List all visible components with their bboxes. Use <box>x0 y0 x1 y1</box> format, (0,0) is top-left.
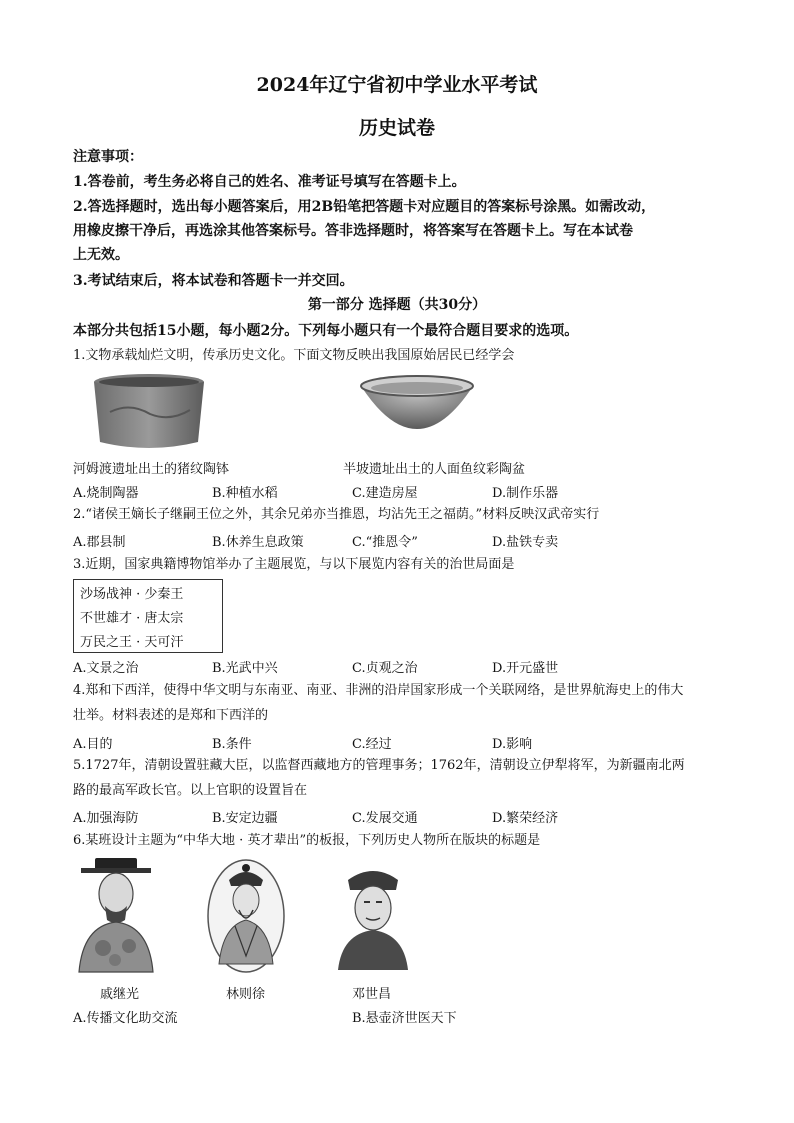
question-stem: 3.近期，国家典籍博物馆举办了主题展览，与以下展览内容有关的治世局面是 <box>73 557 515 572</box>
option-c: C.发展交通 <box>352 811 418 826</box>
exhibition-item: 万民之王 · 天可汗 <box>80 635 184 650</box>
artifact-caption: 河姆渡遗址出土的猪纹陶钵 <box>73 462 230 477</box>
question-stem: 壮举。材料表述的是郑和下西洋的 <box>73 708 269 723</box>
section-instruction: 本部分共包括15小题，每小题2分。下列每小题只有一个最符合题目要求的选项。 <box>73 323 579 339</box>
portrait-caption: 邓世昌 <box>352 987 392 1002</box>
option-a: A.目的 <box>73 737 113 752</box>
exhibition-box <box>73 579 223 653</box>
exhibition-item: 沙场战神 · 少秦王 <box>80 587 184 602</box>
option-d: D.制作乐器 <box>492 486 559 501</box>
painted-basin-image <box>355 372 479 452</box>
question-stem: 4.郑和下西洋，使得中华文明与东南亚、南亚、非洲的沿岸国家形成一个关联网络，是世界航海史上的伟大 <box>73 683 684 698</box>
option-b: B.条件 <box>212 737 252 752</box>
option-a: A.加强海防 <box>73 811 139 826</box>
portrait-caption: 戚继光 <box>100 987 140 1002</box>
option-b: B.种植水稻 <box>212 486 278 501</box>
option-b: B.光武中兴 <box>212 661 278 676</box>
option-b: B.安定边疆 <box>212 811 278 826</box>
option-b: B.休养生息政策 <box>212 535 304 550</box>
option-a: A.烧制陶器 <box>73 486 139 501</box>
pottery-bowl-image <box>90 372 208 452</box>
portrait-lin-zexu <box>205 856 287 974</box>
notice-item: 1.答卷前，考生务必将自己的姓名、准考证号填写在答题卡上。 <box>73 174 466 190</box>
option-c: C.“推恩令” <box>352 535 418 550</box>
question-stem: 1.文物承载灿烂文明，传承历史文化。下面文物反映出我国原始居民已经学会 <box>73 348 515 363</box>
option-c: C.建造房屋 <box>352 486 418 501</box>
notice-item: 3.考试结束后，将本试卷和答题卡一并交回。 <box>73 273 354 289</box>
question-stem: 6.某班设计主题为“中华大地 · 英才辈出”的板报，下列历史人物所在版块的标题是 <box>73 833 541 848</box>
option-a: A.郡县制 <box>73 535 126 550</box>
notice-item: 上无效。 <box>73 247 129 263</box>
option-d: D.开元盛世 <box>492 661 559 676</box>
option-a: A.文景之治 <box>73 661 139 676</box>
option-a: A.传播文化助交流 <box>73 1011 178 1026</box>
question-stem: 2.“诸侯王嫡长子继嗣王位之外，其余兄弟亦当推恩，均沾先王之福荫。”材料反映汉武帝实行 <box>73 507 600 522</box>
exam-subtitle: 历史试卷 <box>358 117 435 139</box>
notice-heading: 注意事项： <box>73 149 143 165</box>
question-stem: 5.1727年，清朝设置驻藏大臣，以监督西藏地方的管理事务；1762年，清朝设立伊犁将军，为新疆南北两 <box>73 758 685 773</box>
option-b: B.悬壶济世医天下 <box>352 1011 457 1026</box>
option-d: D.繁荣经济 <box>492 811 559 826</box>
option-d: D.盐铁专卖 <box>492 535 559 550</box>
notice-item: 2.答选择题时，选出每小题答案后，用2B铅笔把答题卡对应题目的答案标号涂黑。如需改动， <box>73 199 656 215</box>
section-heading: 第一部分 选择题（共30分） <box>307 297 487 313</box>
artifact-caption: 半坡遗址出土的人面鱼纹彩陶盆 <box>343 462 526 477</box>
exam-title: 2024年辽宁省初中学业水平考试 <box>256 74 538 96</box>
option-d: D.影响 <box>492 737 533 752</box>
option-c: C.贞观之治 <box>352 661 418 676</box>
exhibition-item: 不世雄才 · 唐太宗 <box>80 611 184 626</box>
portrait-caption: 林则徐 <box>226 987 266 1002</box>
portrait-qi-jiguang <box>75 856 157 974</box>
portrait-deng-shichang <box>336 862 410 970</box>
question-stem: 路的最高军政长官。以上官职的设置旨在 <box>73 783 308 798</box>
option-c: C.经过 <box>352 737 392 752</box>
notice-item: 用橡皮擦干净后，再选涂其他答案标号。答非选择题时，将答案写在答题卡上。写在本试卷 <box>73 223 633 239</box>
